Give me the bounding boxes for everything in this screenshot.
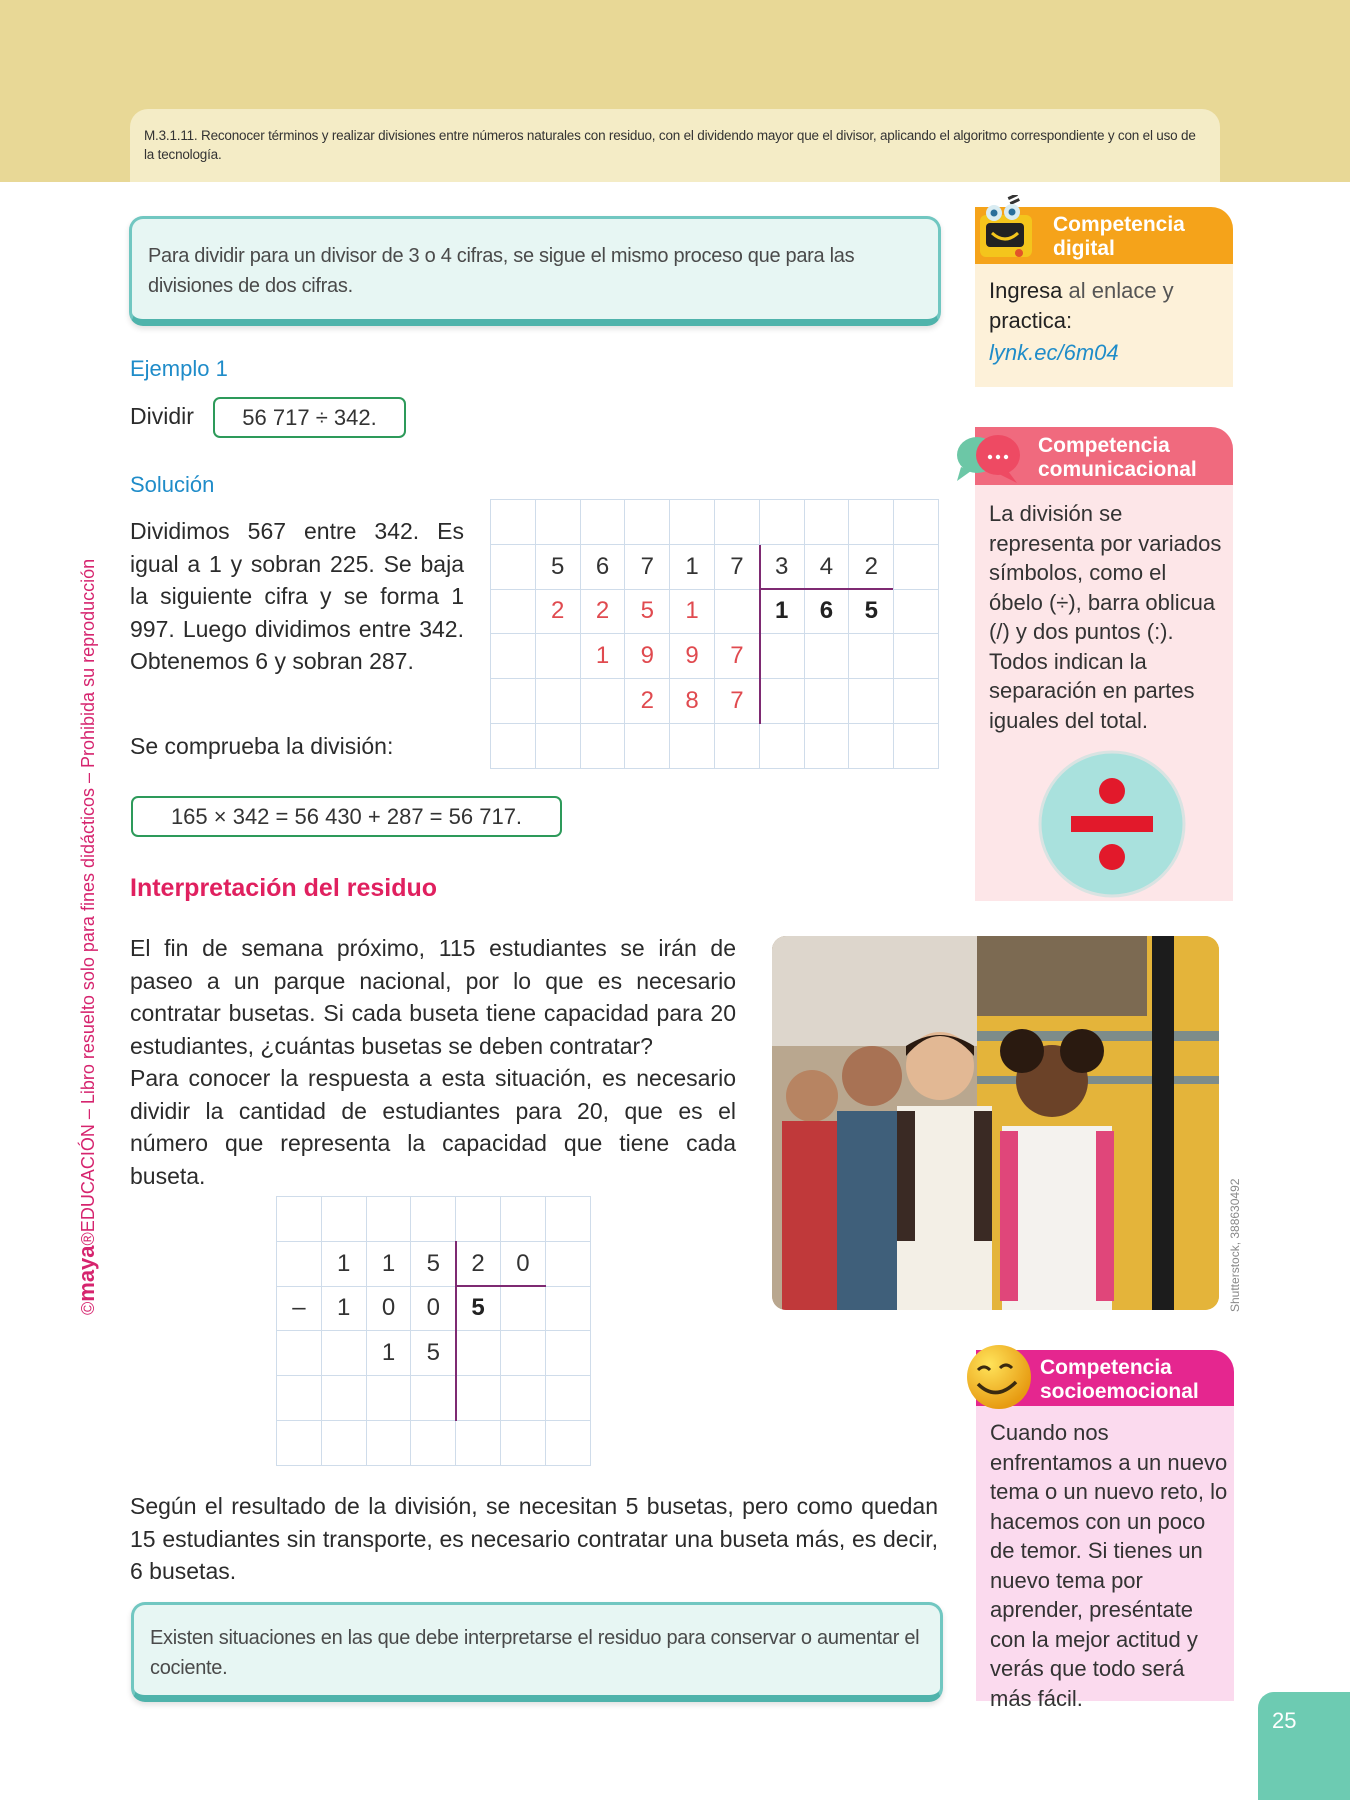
robot-mascot-icon — [972, 195, 1042, 265]
grid-cell — [491, 723, 536, 768]
grid-cell — [491, 634, 536, 679]
grid-cell: 1 — [321, 1286, 366, 1331]
grid-cell: 1 — [321, 1241, 366, 1286]
grid-cell — [804, 723, 849, 768]
grid-cell — [759, 679, 804, 724]
grid-row — [277, 1376, 591, 1421]
grid-cell — [411, 1420, 456, 1465]
brand-logo: maya — [74, 1245, 99, 1302]
division-sign-icon — [1037, 749, 1187, 899]
grid-cell — [321, 1197, 366, 1242]
grid-cell — [366, 1420, 411, 1465]
grid-cell: 7 — [714, 634, 759, 679]
grid-cell: 1 — [759, 589, 804, 634]
enlace-text: al enlace y — [1062, 278, 1174, 303]
competencia-digital-card — [975, 207, 1233, 387]
grid-cell: 1 — [366, 1241, 411, 1286]
grid-cell: 1 — [670, 544, 715, 589]
ingresa-text: Ingresa — [989, 278, 1063, 303]
skill-criterion-text: M.3.1.11. Reconocer términos y realizar divisiones entre números naturales con residuo, con el dividendo mayor que el divisor, aplicando el algoritmo correspondiente y con el uso de la tecnología. — [144, 128, 1196, 162]
grid-cell: 2 — [580, 589, 625, 634]
grid-cell — [277, 1241, 322, 1286]
grid-cell — [545, 1197, 590, 1242]
competencia-comunicacional-title-1: Competencia — [1038, 434, 1170, 457]
speech-bubbles-icon — [953, 431, 1033, 491]
grid-cell: 2 — [625, 679, 670, 724]
grid-cell: 5 — [535, 544, 580, 589]
grid-cell — [714, 500, 759, 545]
residue-note-text: Existen situaciones en las que debe interpretarse el residuo para conservar o aumentar el cociente. — [150, 1627, 920, 1679]
grid-cell — [894, 634, 939, 679]
grid-cell: – — [277, 1286, 322, 1331]
grid-cell — [849, 723, 894, 768]
grid-cell — [625, 723, 670, 768]
grid-cell: 1 — [670, 589, 715, 634]
grid-cell — [804, 634, 849, 679]
grid-cell: 6 — [804, 589, 849, 634]
grid-cell: 7 — [714, 544, 759, 589]
grid-cell — [894, 589, 939, 634]
check-expression: 165 × 342 = 56 430 + 287 = 56 717. — [170, 804, 523, 829]
grid-cell: 5 — [625, 589, 670, 634]
grid-cell — [625, 500, 670, 545]
grid-cell: 9 — [625, 634, 670, 679]
grid-cell — [545, 1420, 590, 1465]
division2-bracket-vertical — [455, 1241, 457, 1421]
grid-cell: 2 — [849, 544, 894, 589]
grid-cell — [759, 634, 804, 679]
competencia-socioemocional-title-1: Competencia — [1040, 1356, 1172, 1379]
competencia-digital-body — [975, 264, 1233, 387]
grid-cell: 7 — [714, 679, 759, 724]
residue-method-paragraph: Para conocer la respuesta a esta situación, es necesario dividir la cantidad de estudiantes para 20, que es el número que representa la capacidad que tiene cada buseta. — [130, 1065, 736, 1189]
grid-row — [277, 1331, 591, 1376]
grid-cell — [535, 723, 580, 768]
grid-cell — [535, 679, 580, 724]
grid-cell: 9 — [670, 634, 715, 679]
grid-cell — [714, 589, 759, 634]
children-bus-photo — [772, 936, 1219, 1310]
solution-heading: Solución — [130, 472, 215, 497]
competencia-socioemocional-body — [976, 1406, 1234, 1711]
grid-cell — [456, 1376, 501, 1421]
division-expression: 56 717 ÷ 342. — [242, 405, 377, 430]
grid-cell: 2 — [456, 1241, 501, 1286]
grid-cell — [491, 544, 536, 589]
competencia-comunicacional-body — [975, 485, 1233, 901]
grid-cell — [759, 500, 804, 545]
competencia-socioemocional-title-2: socioemocional — [1040, 1380, 1199, 1403]
grid-cell — [545, 1286, 590, 1331]
copyright-text: ®EDUCACIÓN – Libro resuelto solo para fines didácticos – Prohibida su reproducción — [78, 558, 98, 1246]
grid-cell: 5 — [849, 589, 894, 634]
grid-cell: 1 — [366, 1331, 411, 1376]
grid-cell — [500, 1331, 545, 1376]
grid-cell — [321, 1420, 366, 1465]
grid-cell — [491, 500, 536, 545]
grid-cell — [535, 500, 580, 545]
grid-cell: 5 — [411, 1331, 456, 1376]
grid-cell — [545, 1376, 590, 1421]
division-bracket-vertical — [759, 545, 761, 724]
grid-row — [491, 723, 939, 768]
grid-cell — [500, 1420, 545, 1465]
grid-cell — [580, 723, 625, 768]
grid-cell — [500, 1286, 545, 1331]
competencia-digital-title-2: digital — [1053, 237, 1115, 260]
grid-cell — [545, 1241, 590, 1286]
solution-paragraph: Dividimos 567 entre 342. Es igual a 1 y sobran 225. Se baja la siguiente cifra y se forma 1 997. Luego dividimos entre 342. Obtenemos 6 y sobran 287. — [130, 518, 464, 674]
grid-row — [491, 544, 939, 589]
smiley-face-icon — [964, 1342, 1034, 1412]
grid-cell — [894, 679, 939, 724]
practica-text: practica — [989, 307, 1067, 333]
grid-cell — [277, 1420, 322, 1465]
grid-cell — [277, 1376, 322, 1421]
grid-cell — [670, 723, 715, 768]
grid-cell: 0 — [500, 1241, 545, 1286]
grid-cell — [321, 1376, 366, 1421]
example-heading: Ejemplo 1 — [130, 356, 228, 381]
grid-cell — [491, 679, 536, 724]
grid-cell: 6 — [580, 544, 625, 589]
competencia-socioemocional-card — [976, 1350, 1234, 1711]
intro-note-text: Para dividir para un divisor de 3 o 4 cifras, se sigue el mismo proceso que para las divisiones de dos cifras. — [148, 245, 855, 297]
competencia-comunicacional-title-2: comunicacional — [1038, 458, 1197, 481]
grid-cell: 7 — [625, 544, 670, 589]
photo-illustration — [772, 936, 1219, 1310]
grid-cell: 5 — [411, 1241, 456, 1286]
check-label: Se comprueba la división: — [130, 733, 394, 759]
grid-cell — [277, 1197, 322, 1242]
grid-cell — [456, 1420, 501, 1465]
grid-cell — [366, 1376, 411, 1421]
page-number-text: 25 — [1272, 1708, 1297, 1733]
grid-cell — [500, 1376, 545, 1421]
grid-cell — [456, 1331, 501, 1376]
grid-row — [277, 1420, 591, 1465]
grid-row — [491, 634, 939, 679]
grid-row — [277, 1241, 591, 1286]
grid-cell — [804, 679, 849, 724]
grid-row — [491, 589, 939, 634]
grid-cell — [759, 723, 804, 768]
photo-credit: Shutterstock, 388630492 — [1228, 1178, 1242, 1312]
grid-cell — [580, 500, 625, 545]
socioemotional-text: Cuando nos enfrentamos a un nuevo tema o un nuevo reto, lo hacemos con un poco de temor. Si tienes un nuevo tema por aprender, preséntate con la mejor actitud y verás que todo será más fácil. — [990, 1420, 1228, 1711]
grid-cell: 0 — [366, 1286, 411, 1331]
grid-cell — [849, 500, 894, 545]
grid-cell: 3 — [759, 544, 804, 589]
check-expression-box — [131, 796, 562, 837]
grid-cell: 2 — [535, 589, 580, 634]
grid-cell — [804, 500, 849, 545]
divide-prompt-label: Dividir — [130, 403, 194, 429]
grid-cell — [849, 679, 894, 724]
skill-criterion — [130, 109, 1220, 182]
grid-cell — [849, 634, 894, 679]
grid-cell: 5 — [456, 1286, 501, 1331]
grid-cell: 0 — [411, 1286, 456, 1331]
copyright-symbol: © — [78, 1301, 98, 1315]
grid-row — [491, 679, 939, 724]
competencia-digital-title-1: Competencia — [1053, 213, 1185, 236]
grid-cell — [670, 500, 715, 545]
page-number — [1258, 1692, 1350, 1800]
grid-cell — [411, 1376, 456, 1421]
grid-cell — [894, 723, 939, 768]
grid-cell — [491, 589, 536, 634]
residue-note-box — [131, 1602, 943, 1702]
grid-row — [491, 500, 939, 545]
grid-cell — [411, 1197, 456, 1242]
competencia-comunicacional-card — [975, 427, 1233, 901]
colon-text: : — [1066, 307, 1073, 333]
practice-link[interactable]: lynk.ec/6m04 — [989, 340, 1119, 365]
grid-cell: 1 — [580, 634, 625, 679]
side-copyright-credit — [74, 465, 100, 1315]
division2-bracket-horizontal — [456, 1285, 546, 1287]
grid-cell — [714, 723, 759, 768]
residue-problem-paragraph: El fin de semana próximo, 115 estudiantes se irán de paseo a un parque nacional, por lo que es necesario contratar busetas. Si cada buseta tiene capacidad para 20 estudiantes, ¿cuántas busetas se deben contratar? — [130, 935, 736, 1059]
division-symbols-text: La división se representa por variados símbolos, como el óbelo (÷), barra oblicua (/) y dos puntos (:). Todos indican la separación en partes iguales del total. — [989, 501, 1222, 733]
grid-cell — [894, 500, 939, 545]
grid-cell — [580, 679, 625, 724]
residue-heading: Interpretación del residuo — [130, 874, 438, 902]
intro-note-box — [129, 216, 941, 326]
division-bracket-horizontal — [760, 588, 893, 590]
grid-cell — [500, 1197, 545, 1242]
grid-cell — [321, 1331, 366, 1376]
grid-row — [277, 1197, 591, 1242]
grid-row — [277, 1286, 591, 1331]
grid-cell — [545, 1331, 590, 1376]
grid-cell — [894, 544, 939, 589]
grid-cell — [366, 1197, 411, 1242]
grid-cell — [535, 634, 580, 679]
division-grid-115 — [276, 1196, 591, 1466]
division-expression-box — [213, 397, 406, 438]
grid-cell: 4 — [804, 544, 849, 589]
grid-cell — [277, 1331, 322, 1376]
grid-cell: 8 — [670, 679, 715, 724]
grid-cell — [456, 1197, 501, 1242]
division-grid-56717 — [490, 499, 939, 769]
residue-conclusion: Según el resultado de la división, se necesitan 5 busetas, pero como quedan 15 estudiantes sin transporte, es necesario contratar una buseta más, es decir, 6 busetas. — [130, 1493, 938, 1584]
